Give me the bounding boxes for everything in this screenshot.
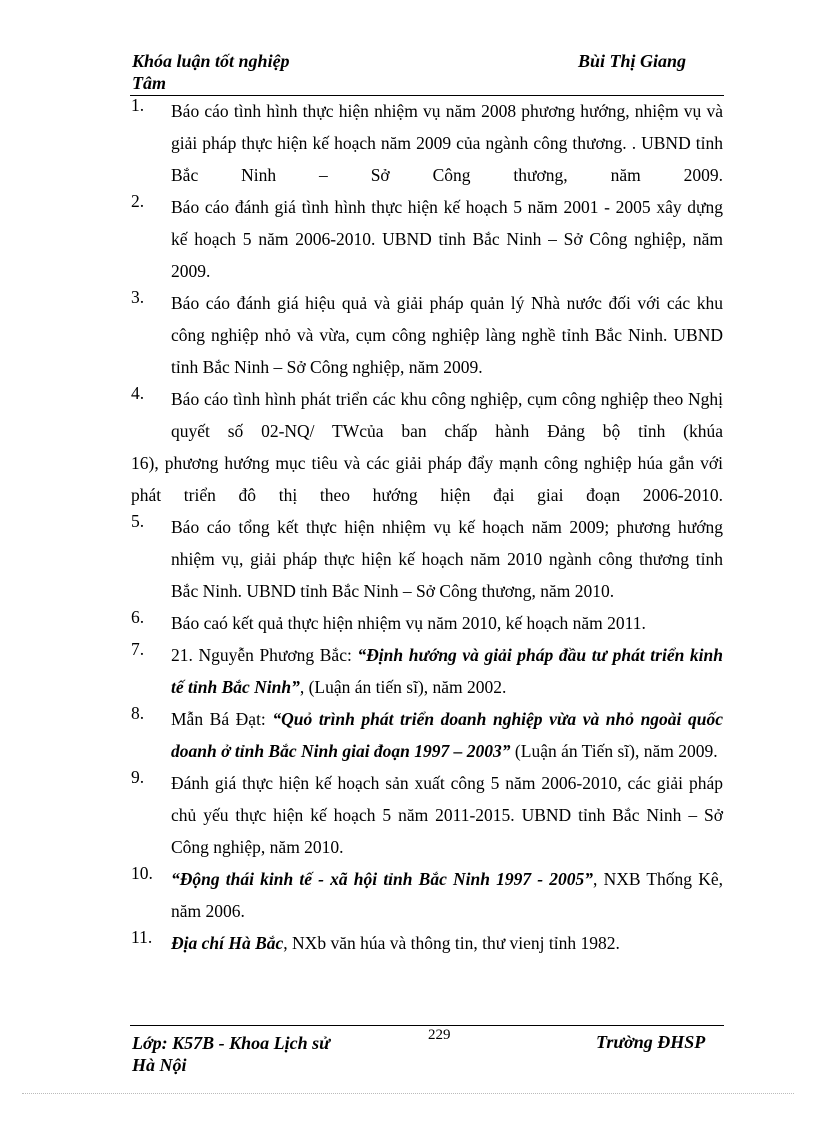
reference-number: 2. bbox=[131, 191, 145, 211]
reference-number: 8. bbox=[131, 703, 145, 723]
reference-author: 21. Nguyễn Phương Bắc: bbox=[171, 645, 358, 665]
reference-text: Báo cáo đánh giá hiệu quả và giải pháp quản lý Nhà nước đối với các khu công nghiệp nhỏ và vừa, cụm công nghiệp làng nghề tỉnh Bắc Ninh. UBND tỉnh Bắc Ninh – Sở Công nghiệp, năm 2009. bbox=[171, 293, 723, 377]
reference-item bbox=[131, 511, 723, 607]
reference-number: 10. bbox=[131, 863, 153, 883]
reference-number: 11. bbox=[131, 927, 153, 947]
reference-item bbox=[131, 287, 723, 383]
reference-details: , (Luận án tiến sĩ), năm 2002. bbox=[299, 677, 507, 697]
reference-item bbox=[131, 191, 723, 287]
reference-list bbox=[131, 95, 723, 959]
reference-item bbox=[131, 607, 723, 639]
reference-item bbox=[131, 927, 723, 959]
reference-text: Đánh giá thực hiện kế hoạch sản xuất công 5 năm 2006-2010, các giải pháp chủ yếu thực hiện kế hoạch 5 năm 2011-2015. UBND tỉnh Bắc Ninh – Sở Công nghiệp, năm 2010. bbox=[171, 773, 723, 857]
reference-item bbox=[131, 703, 723, 767]
reference-item bbox=[131, 383, 723, 511]
reference-details: , NXB Thống Kê, năm 2006. bbox=[171, 869, 723, 921]
reference-text: Báo cáo tổng kết thực hiện nhiệm vụ kế hoạch năm 2009; phương hướng nhiệm vụ, giải pháp thực hiện kế hoạch năm 2010 ngành công thương tỉnh Bắc Ninh. UBND tỉnh Bắc Ninh – Sở Công thương, năm 2010. bbox=[171, 517, 723, 601]
reference-text-first: Báo cáo tình hình phát triển các khu công nghiệp, cụm công nghiệp theo Nghị quyết số 02-NQ/ TWcủa ban chấp hành Đảng bộ tỉnh (khúa bbox=[171, 389, 723, 441]
reference-title: Địa chí Hà Bắc bbox=[171, 933, 284, 953]
page-edge-divider bbox=[22, 1093, 794, 1094]
header-title-wrap: Tâm bbox=[132, 73, 166, 93]
header-title: Khóa luận tốt nghiệp bbox=[132, 51, 290, 71]
footer-city: Hà Nội bbox=[132, 1055, 187, 1075]
reference-text: Báo cáo tình hình thực hiện nhiệm vụ năm 2008 phương hướng, nhiệm vụ và giải pháp thực hiện kế hoạch năm 2009 của ngành công thương. . UBND tỉnh Bắc Ninh – Sở Công thương, năm 2009. bbox=[171, 101, 723, 185]
reference-item bbox=[131, 863, 723, 927]
reference-text bbox=[131, 927, 723, 959]
reference-details: , NXb văn húa và thông tin, thư vienj tỉnh 1982. bbox=[283, 933, 620, 953]
reference-text: Báo caó kết quả thực hiện nhiệm vụ năm 2010, kế hoạch năm 2011. bbox=[171, 613, 646, 633]
reference-number: 5. bbox=[131, 511, 145, 531]
reference-text: Báo cáo đánh giá tình hình thực hiện kế hoạch 5 năm 2001 - 2005 xây dựng kế hoạch 5 năm 2006-2010. UBND tỉnh Bắc Ninh – Sở Công nghiệp, năm 2009. bbox=[171, 197, 723, 281]
page-number: 229 bbox=[428, 1027, 451, 1043]
reference-item bbox=[131, 639, 723, 703]
reference-title: “Quỏ trình phát triển doanh nghiệp vừa và nhỏ ngoài quốc doanh ở tỉnh Bắc Ninh giai đoạn 1997 – 2003” bbox=[171, 709, 723, 761]
reference-title: “Định hướng và giải pháp đầu tư phát triển kinh tế tỉnh Bắc Ninh” bbox=[171, 645, 723, 697]
reference-text bbox=[131, 639, 723, 703]
reference-text-continued: 16), phương hướng mục tiêu và các giải pháp đẩy mạnh công nghiệp húa gắn với phát triển đô thị theo hướng hiện đại giai đoạn 2006-2010. bbox=[131, 453, 723, 505]
header-left bbox=[132, 50, 290, 94]
reference-number: 7. bbox=[131, 639, 145, 659]
reference-text bbox=[131, 863, 723, 927]
footer-school: Trường ĐHSP bbox=[596, 1032, 706, 1052]
footer-rule bbox=[130, 1025, 724, 1026]
reference-number: 6. bbox=[131, 607, 145, 627]
reference-author: Mẫn Bá Đạt: bbox=[171, 709, 273, 729]
footer-left bbox=[132, 1032, 330, 1076]
reference-number: 3. bbox=[131, 287, 145, 307]
reference-item bbox=[131, 767, 723, 863]
reference-details: (Luận án Tiến sĩ), năm 2009. bbox=[510, 741, 718, 761]
reference-number: 9. bbox=[131, 767, 145, 787]
reference-number: 4. bbox=[131, 383, 145, 403]
footer-class: Lớp: K57B - Khoa Lịch sử bbox=[132, 1033, 330, 1053]
reference-text bbox=[131, 703, 723, 767]
reference-item bbox=[131, 95, 723, 191]
reference-number: 1. bbox=[131, 95, 145, 115]
reference-title: “Động thái kinh tế - xã hội tỉnh Bắc Ninh 1997 - 2005” bbox=[171, 869, 594, 889]
header-author: Bùi Thị Giang bbox=[578, 51, 687, 71]
